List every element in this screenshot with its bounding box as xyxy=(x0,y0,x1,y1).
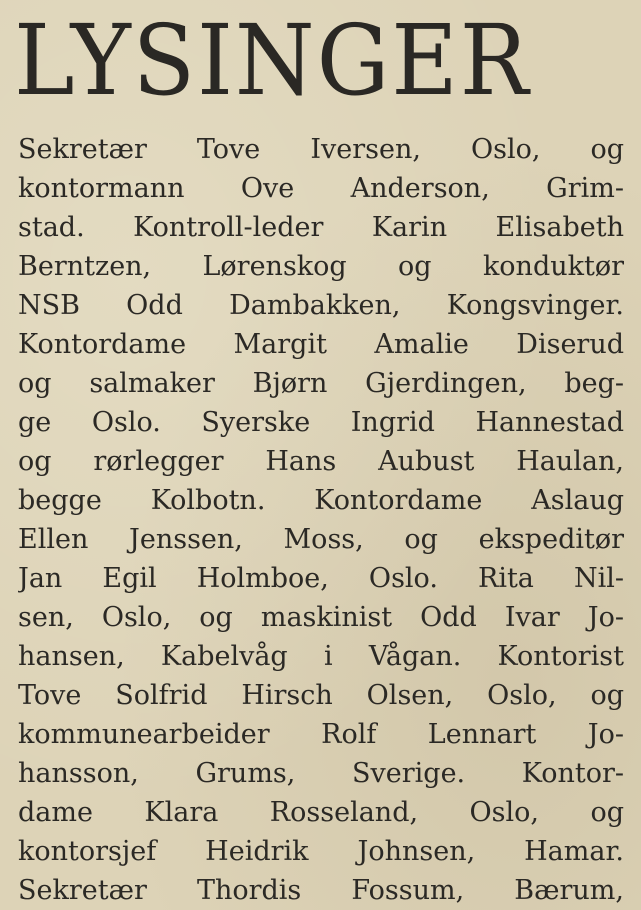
headline: LYSINGER xyxy=(14,4,531,117)
text-line: og rørlegger Hans Aubust Haulan, xyxy=(18,446,624,477)
text-line: dame Klara Rosseland, Oslo, og xyxy=(18,797,624,828)
text-line: Jan Egil Holmboe, Oslo. Rita Nil- xyxy=(18,563,624,594)
text-line: NSB Odd Dambakken, Kongsvinger. xyxy=(18,290,624,321)
text-line: begge Kolbotn. Kontordame Aslaug xyxy=(18,485,624,516)
text-line: Sekretær Thordis Fossum, Bærum, xyxy=(18,875,624,906)
text-line: og salmaker Bjørn Gjerdingen, beg- xyxy=(18,368,624,399)
text-line: Kontordame Margit Amalie Diserud xyxy=(18,329,624,360)
text-line: ge Oslo. Syerske Ingrid Hannestad xyxy=(18,407,624,438)
text-line: kontorsjef Heidrik Johnsen, Hamar. xyxy=(18,836,624,867)
text-line: hansen, Kabelvåg i Vågan. Kontorist xyxy=(18,641,624,672)
text-line: Tove Solfrid Hirsch Olsen, Oslo, og xyxy=(18,680,624,711)
announcement-column xyxy=(18,130,624,910)
text-line: Berntzen, Lørenskog og konduktør xyxy=(18,251,624,282)
text-line: kommunearbeider Rolf Lennart Jo- xyxy=(18,719,624,750)
text-line: Sekretær Tove Iversen, Oslo, og xyxy=(18,134,624,165)
text-line: kontormann Ove Anderson, Grim- xyxy=(18,173,624,204)
text-line: sen, Oslo, og maskinist Odd Ivar Jo- xyxy=(18,602,624,633)
text-line: Ellen Jenssen, Moss, og ekspeditør xyxy=(18,524,624,555)
text-line: hansson, Grums, Sverige. Kontor- xyxy=(18,758,624,789)
text-line: stad. Kontroll-leder Karin Elisabeth xyxy=(18,212,624,243)
